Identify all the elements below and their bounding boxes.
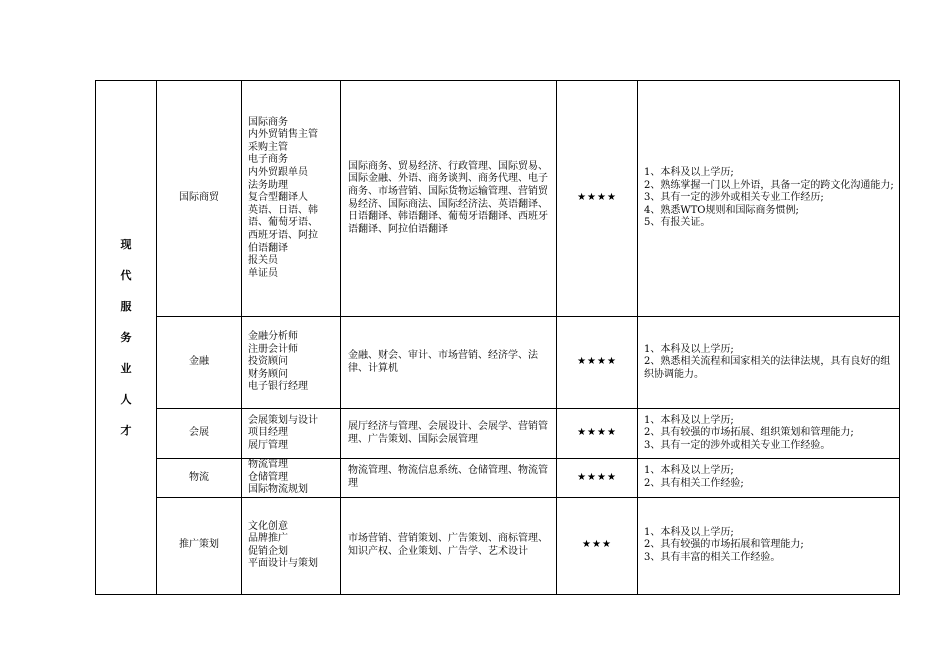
talent-table [95, 80, 900, 595]
field-name: 金融 [157, 317, 242, 409]
position-list: 会展策划与设计 项目经理 展厅管理 [242, 409, 341, 459]
majors-text: 金融、财会、审计、市场营销、经济学、法律、计算机 [341, 317, 557, 409]
position-list: 文化创意 品牌推广 促销企划 平面设计与策划 [242, 497, 341, 594]
demand-stars: ★★★★ [557, 459, 638, 498]
requirements-list: 1、本科及以上学历; 2、熟悉相关流程和国家相关的法律法规，具有良好的组织协调能力。 [638, 317, 900, 409]
majors-text: 国际商务、贸易经济、行政管理、国际贸易、国际金融、外语、商务谈判、商务代理、电子商务、市场营销、国际货物运输管理、营销贸易经济、国际商法、国际经济法、英语翻译、日语翻译、韩语翻译、葡萄牙语翻译、西班牙语翻译、阿拉伯语翻译 [341, 81, 557, 317]
majors-text: 展厅经济与管理、会展设计、会展学、营销管理、广告策划、国际会展管理 [341, 409, 557, 459]
position-list: 金融分析师 注册会计师 投资顾问 财务顾问 电子银行经理 [242, 317, 341, 409]
requirements-list: 1、本科及以上学历; 2、具有较强的市场拓展和管理能力; 3、具有丰富的相关工作经验。 [638, 497, 900, 594]
field-name: 推广策划 [157, 497, 242, 594]
demand-stars: ★★★ [557, 497, 638, 594]
table-row [96, 317, 900, 409]
demand-stars: ★★★★ [557, 409, 638, 459]
position-list: 物流管理 仓储管理 国际物流规划 [242, 459, 341, 498]
requirements-list: 1、本科及以上学历; 2、熟练掌握一门以上外语，具备一定的跨文化沟通能力; 3、具有一定的涉外或相关专业工作经历; 4、熟悉WTO规则和国际商务惯例; 5、有报关证。 [638, 81, 900, 317]
demand-stars: ★★★★ [557, 317, 638, 409]
field-name: 国际商贸 [157, 81, 242, 317]
table-row [96, 497, 900, 594]
majors-text: 市场营销、营销策划、广告策划、商标管理、知识产权、企业策划、广告学、艺术设计 [341, 497, 557, 594]
requirements-list: 1、本科及以上学历; 2、具有较强的市场拓展、组织策划和管理能力; 3、具有一定的涉外或相关专业工作经验。 [638, 409, 900, 459]
position-list: 国际商务 内外贸销售主管 采购主管 电子商务 内外贸跟单员 法务助理 复合型翻译人 英语、日语、韩 语、葡萄牙语、 西班牙语、阿拉 伯语翻译 报关员 单证员 [242, 81, 341, 317]
demand-stars: ★★★★ [557, 81, 638, 317]
category-label: 现 代 服 务 业 人 才 [120, 237, 132, 437]
field-name: 会展 [157, 409, 242, 459]
requirements-list: 1、本科及以上学历; 2、具有相关工作经验; [638, 459, 900, 498]
table-row [96, 409, 900, 459]
field-name: 物流 [157, 459, 242, 498]
category-cell [96, 81, 157, 595]
table-row [96, 459, 900, 498]
table-row [96, 81, 900, 317]
majors-text: 物流管理、物流信息系统、仓储管理、物流管理 [341, 459, 557, 498]
